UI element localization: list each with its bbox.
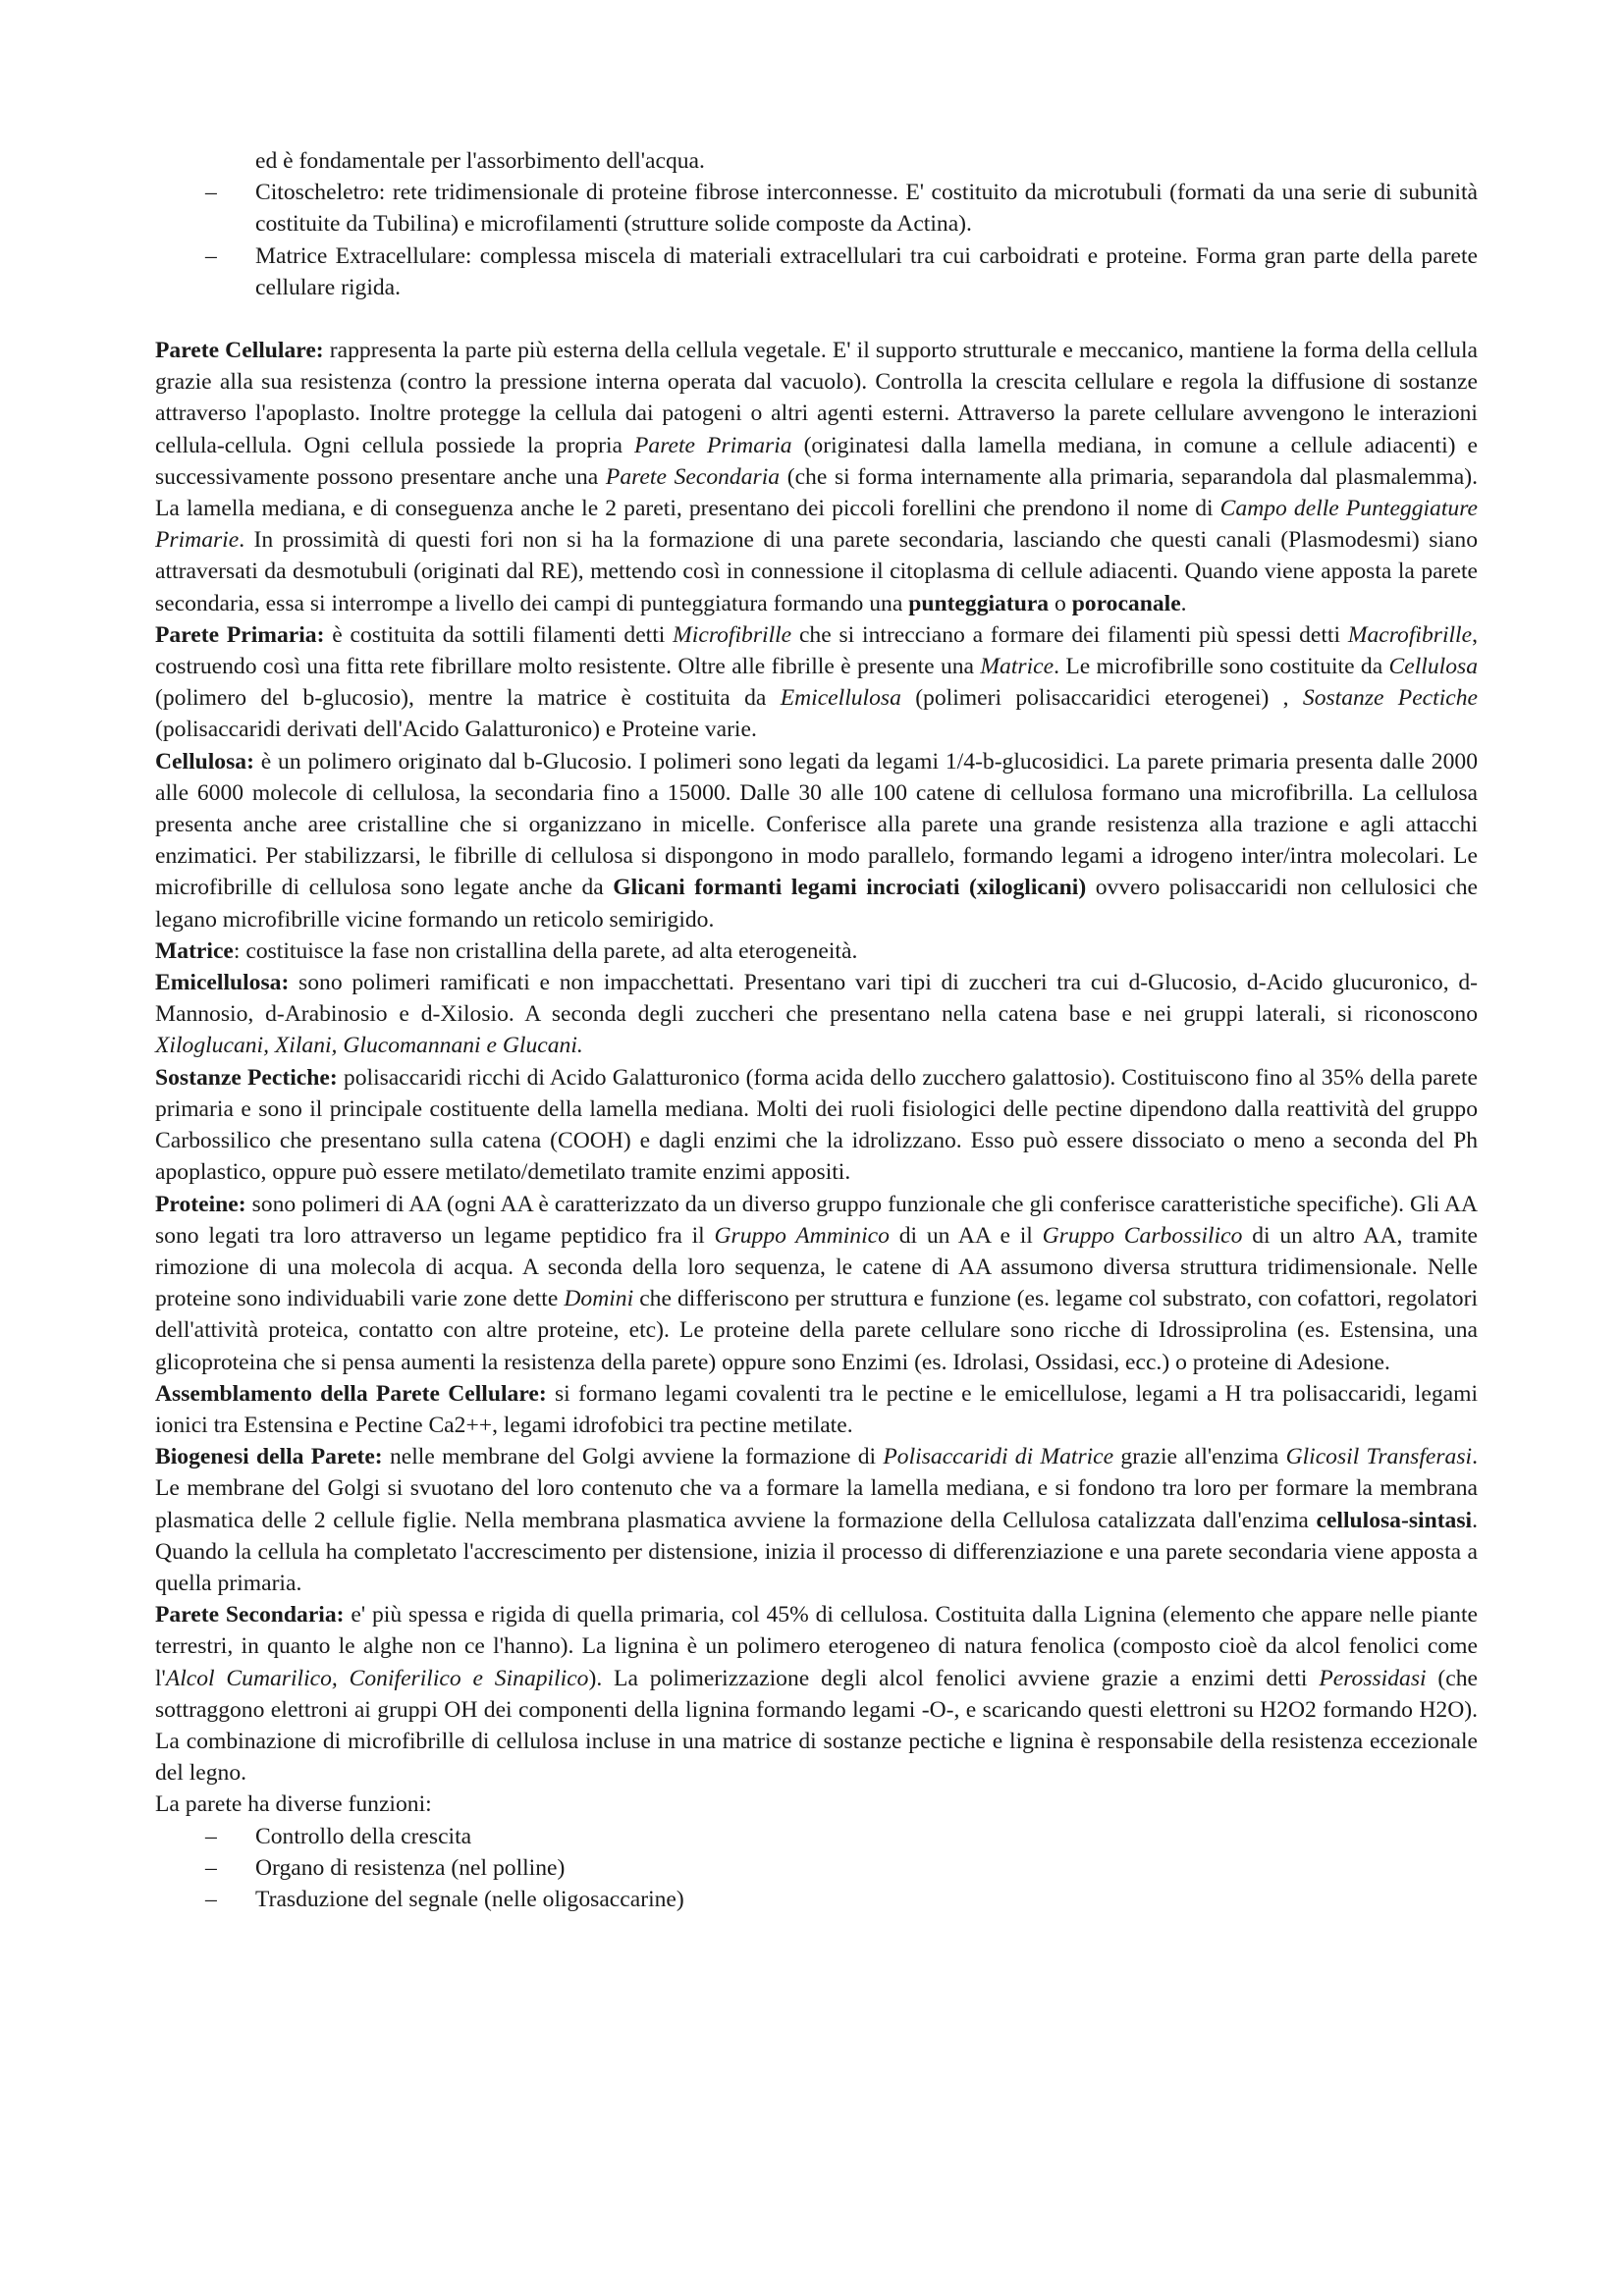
term-heading: Emicellulosa:	[155, 970, 290, 996]
term-heading: Proteine:	[155, 1191, 246, 1217]
dash-bullet-icon	[205, 1852, 235, 1884]
term-heading: Parete Primaria:	[155, 621, 325, 648]
paragraph-parete-primaria: Parete Primaria: è costituita da sottili filamenti detti Microfibrille che si intrecciano a formare dei filamenti più spessi detti Macrofibrille, costruendo così una fitta rete fibrillare molto resistente. Oltre alle fibrille è presente una Matrice. Le microfibrille sono costituite da Cellulosa (polimero del b-glucosio), mentre la matrice è costituita da Emicellulosa (polimeri polisaccaridici eterogenei) , Sostanze Pectiche (polisaccaridi derivati dell'Acido Galatturonico) e Proteine varie.	[155, 621, 1479, 743]
paragraph-biogenesi: Biogenesi della Parete: nelle membrane del Golgi avviene la formazione di Polisaccaridi di Matrice grazie all'enzima Glicosil Transferasi. Le membrane del Golgi si svuotano del loro contenuto che va a formare la lamella mediana, e si fondono tra loro per formare la membrana plasmatica delle 2 cellule figlie. Nella membrana plasmatica avviene la formazione della Cellulosa catalizzata dall'enzima cellulosa-sintasi. Quando la cellula ha completato l'accrescimento per distensione, inizia il processo di differenziazione e una parete secondaria viene apposta a quella primaria.	[155, 1444, 1478, 1596]
list-item-text: ed è fondamentale per l'assorbimento dell'acqua.	[255, 148, 705, 174]
paragraph-cellulosa: Cellulosa: è un polimero originato dal b-Glucosio. I polimeri sono legati da legami 1/4-b-glucosidici. La parete primaria presenta dalle 2000 alle 6000 molecole di cellulosa, la secondaria fino a 15000. Dalle 30 alle 100 catene di cellulosa formano una microfibrilla. La cellulosa presenta anche aree cristalline che si organizzano in micelle. Conferisce alla parete una grande resistenza alla trazione e agli attacchi enzimatici. Per stabilizzarsi, le fibrille di cellulosa si dispongono in modo parallelo, formando legami a idrogeno inter/intra molecolari. Le microfibrille di cellulosa sono legate anche da Glicani formanti legami incrociati (xiloglicani) ovvero polisaccaridi non cellulosici che legano microfibrille vicine formando un reticolo semirigido.	[155, 748, 1478, 933]
list-item	[155, 1852, 1478, 1884]
list-item-text: Citoscheletro: rete tridimensionale di proteine fibrose interconnesse. E' costituito da microtubuli (formati da una serie di subunità costituite da Tubilina) e microfilamenti (strutture solide composte da Actina).	[255, 180, 1478, 238]
paragraph-parete-cellulare: Parete Cellulare: rappresenta la parte più esterna della cellula vegetale. E' il supporto strutturale e meccanico, mantiene la forma della cellula grazie alla sua resistenza (contro la pressione interna operata dal vacuolo). Controlla la crescita cellulare e regola la diffusione di sostanze attraverso l'apoplasto. Inoltre protegge la cellula dai patogeni o altri agenti esterni. Attraverso la parete cellulare avvengono le interazioni cellula-cellula. Ogni cellula possiede la propria Parete Primaria (originatesi dalla lamella mediana, in comune a cellule adiacenti) e successivamente possono presentare anche una Parete Secondaria (che si forma internamente alla primaria, separandola dal plasmalemma). La lamella mediana, e di conseguenza anche le 2 pareti, presentano dei piccoli forellini che prendono il nome di Campo delle Punteggiature Primarie. In prossimità di questi fori non si ha la formazione di una parete secondaria, lasciando che questi canali (Plasmodesmi) siano attraversati da desmotubuli (originati dal RE), mettendo così in connessione il citoplasma di cellule adiacenti. Quando viene apposta la parete secondaria, essa si interrompe a livello dei campi di punteggiatura formando una punteggiatura o porocanale.	[155, 338, 1479, 616]
term-heading: Assemblamento della Parete Cellulare:	[155, 1380, 547, 1407]
term-heading: Parete Secondaria:	[155, 1602, 345, 1629]
term-heading: Matrice	[155, 937, 234, 964]
list-item-text: Controllo della crescita	[255, 1823, 472, 1849]
list-item	[155, 1884, 1478, 1915]
list-item	[155, 240, 1478, 303]
spacer	[155, 303, 1478, 335]
list-item-text: Trasduzione del segnale (nelle oligosaccarine)	[255, 1886, 684, 1912]
list-item	[155, 177, 1478, 240]
bottom-bullet-list	[155, 1821, 1478, 1916]
dash-bullet-icon	[205, 177, 235, 208]
paragraph-parete-secondaria: Parete Secondaria: e' più spessa e rigida di quella primaria, col 45% di cellulosa. Costituita dalla Lignina (elemento che appare nelle piante terrestri, in quanto le alghe non ce l'hanno). La lignina è un polimero eterogeneo di natura fenolica (composto cioè da alcol fenolici come l'Alcol Cumarilico, Coniferilico e Sinapilico). La polimerizzazione degli alcol fenolici avviene grazie a enzimi detti Perossidasi (che sottraggono elettroni ai gruppi OH dei componenti della lignina formando legami -O-, e scaricando questi elettroni su H2O2 formando H2O). La combinazione di microfibrille di cellulosa incluse in una matrice di sostanze pectiche e lignina è responsabile della resistenza eccezionale del legno.	[155, 1602, 1479, 1787]
paragraph-proteine: Proteine: sono polimeri di AA (ogni AA è caratterizzato da un diverso gruppo funzionale che gli conferisce caratteristiche specifiche). Gli AA sono legati tra loro attraverso un legame peptidico fra il Gruppo Amminico di un AA e il Gruppo Carbossilico di un altro AA, tramite rimozione di una molecola di acqua. A seconda della loro sequenza, le catene di AA assumono diversa struttura tridimensionale. Nelle proteine sono individuabili varie zone dette Domini che differiscono per struttura e funzione (es. legame col substrato, con cofattori, regolatori dell'attività proteica, contatto con altre proteine, etc). Le proteine della parete cellulare sono ricche di Idrossiprolina (es. Estensina, una glicoproteina che si pensa aumenti la resistenza della parete) oppure sono Enzimi (es. Idrolasi, Ossidasi, ecc.) o proteine di Adesione.	[155, 1191, 1479, 1375]
dash-bullet-icon	[205, 1821, 235, 1852]
term-heading: Biogenesi della Parete:	[155, 1444, 383, 1470]
dash-bullet-icon	[205, 1884, 235, 1915]
paragraph-assemblamento: Assemblamento della Parete Cellulare: si formano legami covalenti tra le pectine e le emicellulose, legami a H tra polisaccaridi, legami ionici tra Estensina e Pectine Ca2++, legami idrofobici tra pectine metilate.	[155, 1380, 1479, 1438]
paragraph-matrice: Matrice: costituisce la fase non cristallina della parete, ad alta eterogeneità.	[155, 937, 858, 964]
term-heading: Parete Cellulare:	[155, 338, 324, 364]
list-item-text: Matrice Extracellulare: complessa miscela di materiali extracellulari tra cui carboidrati e proteine. Forma gran parte della parete cellulare rigida.	[255, 242, 1478, 300]
list-item-text: Organo di resistenza (nel polline)	[255, 1854, 566, 1881]
term-heading: Sostanze Pectiche:	[155, 1064, 338, 1091]
top-bullet-list	[155, 145, 1478, 303]
paragraph-funzioni-intro: La parete ha diverse funzioni:	[155, 1791, 432, 1818]
list-item	[155, 1821, 1478, 1852]
list-item-continuation	[155, 145, 1478, 177]
term-heading: Cellulosa:	[155, 748, 254, 774]
paragraph-sostanze-pectiche: Sostanze Pectiche: polisaccaridi ricchi di Acido Galatturonico (forma acida dello zucchero galattosio). Costituiscono fino al 35% della parete primaria e sono il principale costituente della lamella mediana. Molti dei ruoli fisiologici delle pectine dipendono dalla reattività del gruppo Carbossilico che presentano sulla catena (COOH) e dagli enzimi che la idrolizzano. Esso può essere dissociato o meno a seconda del Ph apoplastico, oppure può essere metilato/demetilato tramite enzimi appositi.	[155, 1064, 1478, 1186]
dash-bullet-icon	[205, 240, 235, 272]
paragraph-emicellulosa: Emicellulosa: sono polimeri ramificati e non impacchettati. Presentano vari tipi di zuccheri tra cui d-Glucosio, d-Acido glucuronico, d-Mannosio, d-Arabinosio e d-Xilosio. A seconda degli zuccheri che presentano nella catena base e nei gruppi laterali, si riconoscono Xiloglucani, Xilani, Glucomannani e Glucani.	[155, 970, 1478, 1059]
